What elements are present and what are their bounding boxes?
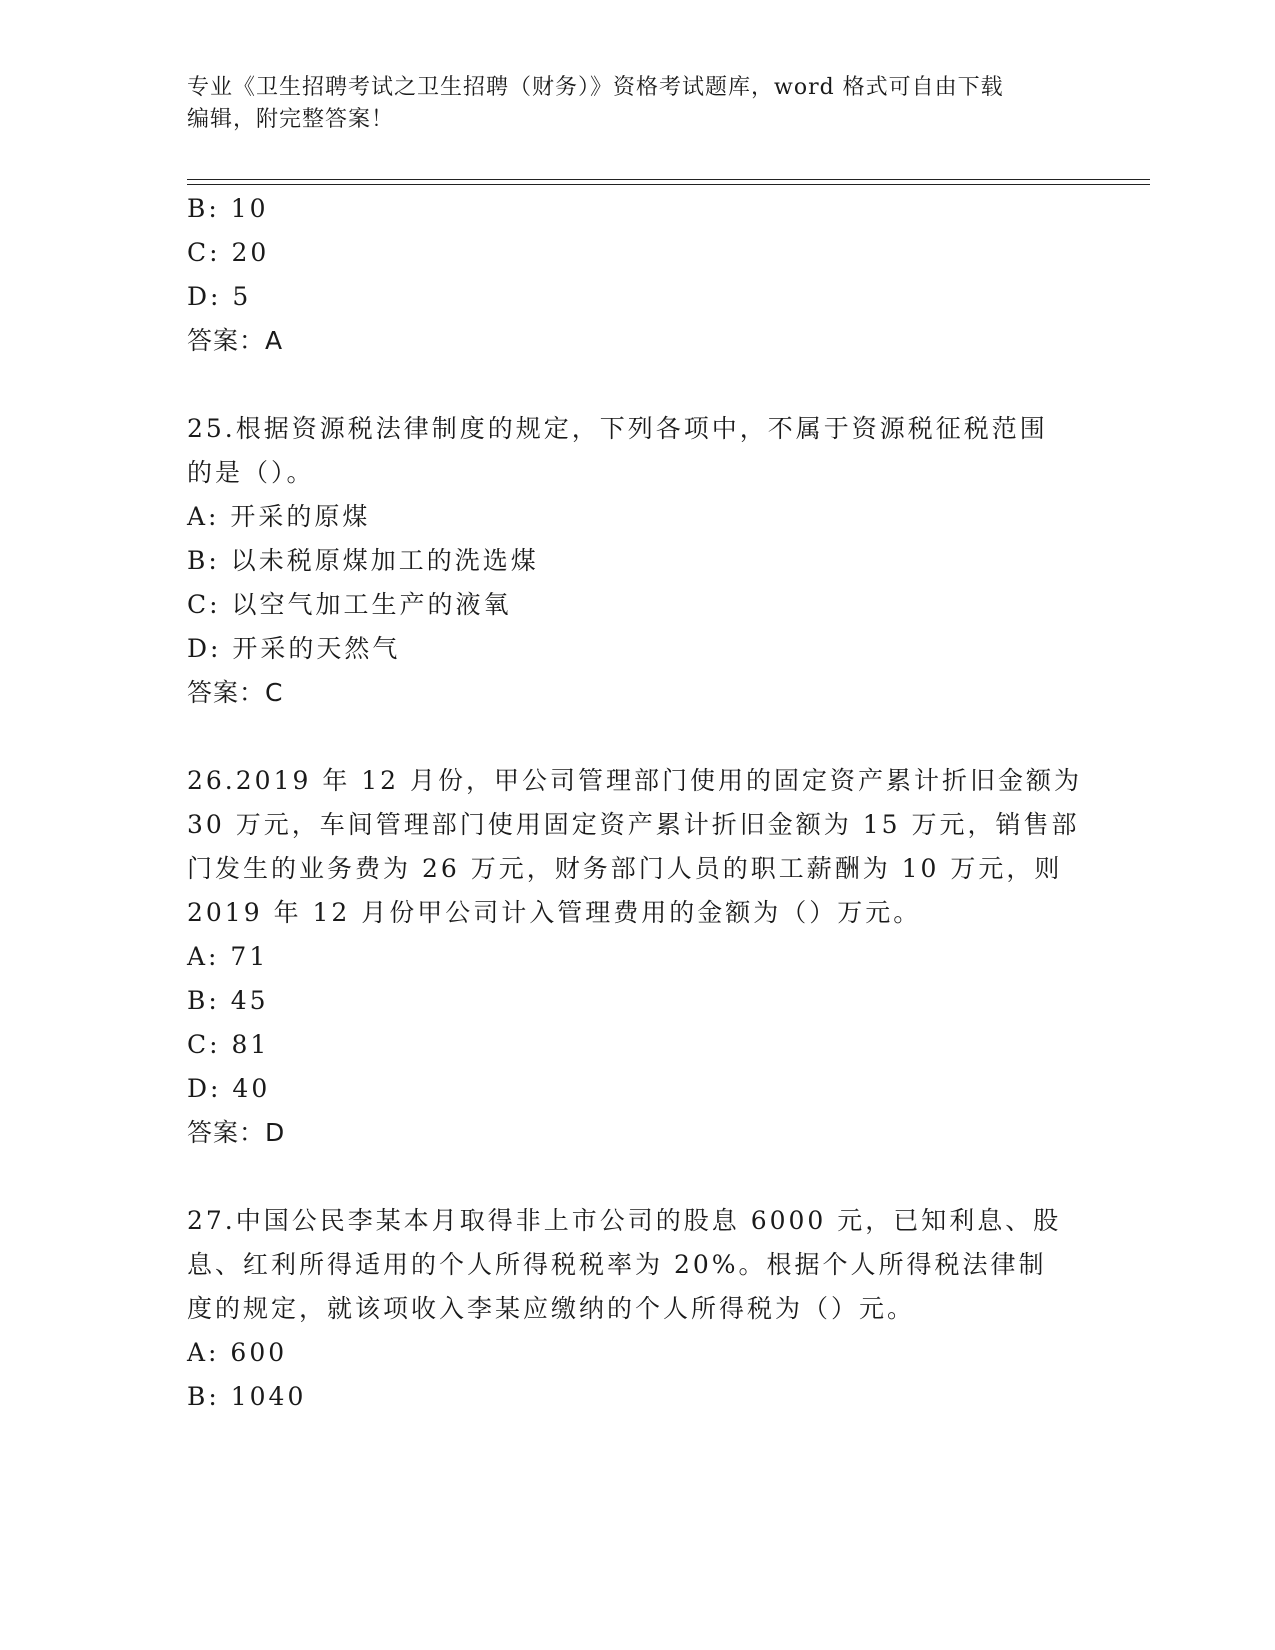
q26-text-line-3: 门发生的业务费为 26 万元，财务部门人员的职工薪酬为 10 万元，则	[187, 854, 1063, 883]
q26-option-c: C: 81	[187, 1030, 270, 1059]
q25-text-line-1: 25.根据资源税法律制度的规定，下列各项中，不属于资源税征税范围	[187, 414, 1048, 443]
q24-option-c: C: 20	[187, 238, 270, 267]
q25-answer: 答案：C	[187, 678, 284, 707]
header-line-2: 编辑，附完整答案！	[187, 107, 395, 132]
q27-option-a: A: 600	[187, 1338, 288, 1367]
q27-text-line-3: 度的规定，就该项收入李某应缴纳的个人所得税为（）元。	[187, 1294, 916, 1323]
q27-option-b: B: 1040	[187, 1382, 307, 1411]
q26-option-d: D: 40	[187, 1074, 271, 1103]
q26-option-b: B: 45	[187, 986, 269, 1015]
q24-option-b: B: 10	[187, 194, 269, 223]
q25-option-c: C: 以空气加工生产的液氧	[187, 590, 512, 619]
header-line-1: 专业《卫生招聘考试之卫生招聘（财务）》资格考试题库，word 格式可自由下载	[187, 75, 1004, 100]
document-header	[187, 72, 1087, 136]
q25-option-b: B: 以未税原煤加工的洗选煤	[187, 546, 539, 575]
q25-option-d: D: 开采的天然气	[187, 634, 401, 663]
q26-text-line-4: 2019 年 12 月份甲公司计入管理费用的金额为（）万元。	[187, 898, 922, 927]
header-divider-top	[187, 179, 1150, 180]
q25-option-a: A: 开采的原煤	[187, 502, 371, 531]
q26-option-a: A: 71	[187, 942, 269, 971]
q24-answer: 答案：A	[187, 326, 284, 355]
q26-answer: 答案：D	[187, 1118, 286, 1147]
header-divider-bottom	[187, 184, 1150, 185]
q27-text-line-2: 息、红利所得适用的个人所得税税率为 20%。根据个人所得税法律制	[187, 1250, 1047, 1279]
q27-text-line-1: 27.中国公民李某本月取得非上市公司的股息 6000 元，已知利息、股	[187, 1206, 1062, 1235]
q25-text-line-2: 的是（）。	[187, 458, 315, 487]
q24-option-d: D: 5	[187, 282, 252, 311]
q26-text-line-2: 30 万元，车间管理部门使用固定资产累计折旧金额为 15 万元，销售部	[187, 810, 1080, 839]
q26-text-line-1: 26.2019 年 12 月份，甲公司管理部门使用的固定资产累计折旧金额为	[187, 766, 1083, 795]
